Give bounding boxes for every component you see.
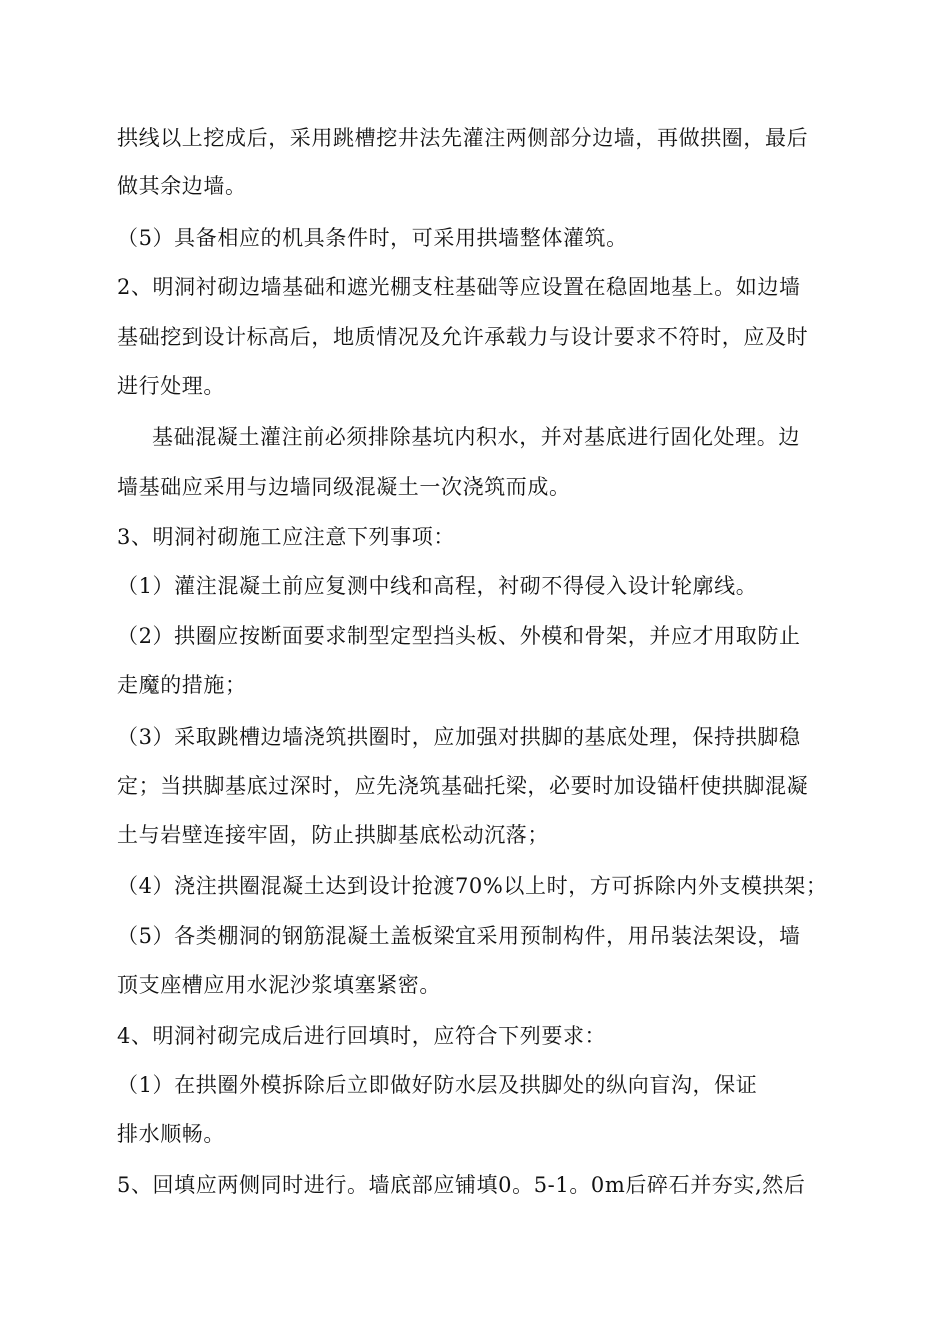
paragraph-line: 基础挖到设计标高后，地质情况及允许承载力与设计要求不符时，应及时 xyxy=(117,325,809,349)
list-item-5: （5）各类棚洞的钢筋混凝土盖板梁宜采用预制构件，用吊装法架设，墙 xyxy=(117,924,801,948)
paragraph-line: 墙基础应采用与边墙同级混凝土一次浇筑而成。 xyxy=(117,475,571,499)
list-item-3: （3）采取跳槽边墙浇筑拱圈时，应加强对拱脚的基底处理，保持拱脚稳 xyxy=(117,725,801,749)
list-item-2: （2）拱圈应按断面要求制型定型挡头板、外模和骨架，并应才用取防止 xyxy=(117,624,801,648)
list-item-1: （1）在拱圈外模拆除后立即做好防水层及拱脚处的纵向盲沟，保证 xyxy=(117,1073,758,1097)
paragraph-line: 排水顺畅。 xyxy=(117,1122,225,1146)
list-item-5: （5）具备相应的机具条件时，可采用拱墙整体灌筑。 xyxy=(117,226,628,250)
paragraph-line: 定；当拱脚基底过深时，应先浇筑基础托梁，必要时加设锚杆使拱脚混凝 xyxy=(117,774,809,798)
paragraph-line: 做其余边墙。 xyxy=(117,174,247,198)
section-3-heading: 3、明洞衬砌施工应注意下列事项： xyxy=(117,525,455,549)
section-5-line: 5、回填应两侧同时进行。墙底部应铺填0。5-1。0m后碎石并夯实,然后 xyxy=(117,1173,806,1197)
paragraph-line: 拱线以上挖成后，采用跳槽挖井法先灌注两侧部分边墙，再做拱圈，最后 xyxy=(117,126,809,150)
section-4-heading: 4、明洞衬砌完成后进行回填时，应符合下列要求： xyxy=(117,1024,607,1048)
list-item-1: （1）灌注混凝土前应复测中线和高程，衬砌不得侵入设计轮廓线。 xyxy=(117,574,758,598)
paragraph-line: 土与岩壁连接牢固，防止拱脚基底松动沉落； xyxy=(117,823,549,847)
section-2-heading-line: 2、明洞衬砌边墙基础和遮光棚支柱基础等应设置在稳固地基上。如边墙 xyxy=(117,275,801,299)
paragraph-line: 走魔的措施； xyxy=(117,673,247,697)
paragraph-line: 顶支座槽应用水泥沙浆填塞紧密。 xyxy=(117,973,441,997)
indented-paragraph-line: 基础混凝土灌注前必须排除基坑内积水，并对基底进行固化处理。边 xyxy=(152,425,800,449)
paragraph-line: 进行处理。 xyxy=(117,374,225,398)
list-item-4: （4）浇注拱圈混凝土达到设计抢渡70%以上时，方可拆除内外支模拱架； xyxy=(117,874,828,898)
